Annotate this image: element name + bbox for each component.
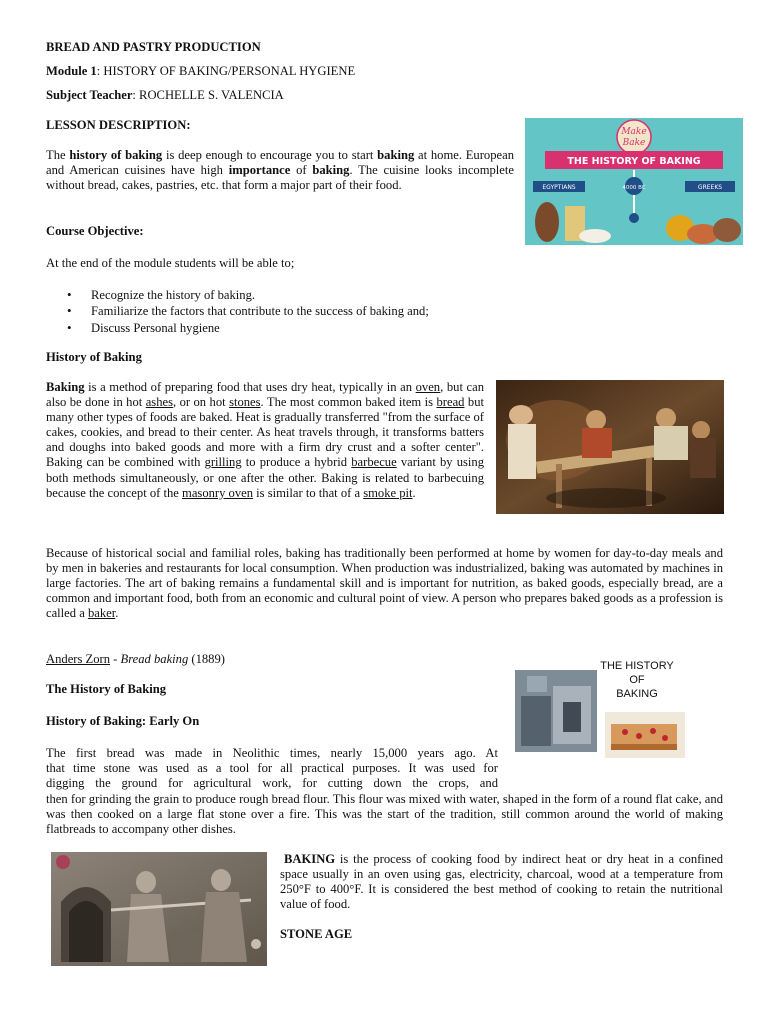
stones-link[interactable]: stones xyxy=(229,395,261,410)
ashes-link[interactable]: ashes xyxy=(145,395,173,410)
early-on-line: that time stone was used as a tool for all practical purposes. It was used for xyxy=(46,761,498,776)
bread-link[interactable]: bread xyxy=(436,395,465,410)
list-item: • Discuss Personal hygiene xyxy=(46,320,646,336)
early-on-line: digging the ground for agricultural work, for cutting down the crops, and xyxy=(46,776,498,791)
teacher-label: Subject Teacher xyxy=(46,88,133,102)
smoke-pit-link[interactable]: smoke pit xyxy=(363,485,413,500)
history-of-baking-graphic xyxy=(513,656,705,760)
history-text: Because of historical social and familial roles, baking has traditionally been performed at home by women for day-to-day meals and by men in bakeries and restaurants for local consumption. When production was industrialized, baking was automated by machines in large factories. The art of baking remains a fundamental skill and is important for nutrition, as baked goods, especially bread, are a common and important food, both from an economic and cultural point of view. A person who prepares baked goods as a profession is called a xyxy=(46,546,723,621)
teacher-line xyxy=(46,88,284,103)
list-item: • Familiarize the factors that contribute to the success of baking and; xyxy=(46,303,646,319)
lesson-heading: LESSON DESCRIPTION: xyxy=(46,118,191,132)
lesson-bold-history: history of baking xyxy=(69,148,163,162)
svg-text:EGYPTIANS: EGYPTIANS xyxy=(542,184,576,191)
baking-definition-term: BAKING xyxy=(284,852,336,866)
early-on-paragraph-top xyxy=(46,746,498,791)
history-paragraph-1 xyxy=(46,380,484,501)
lesson-bold-baking: baking xyxy=(377,148,415,162)
early-on-paragraph-rest: then for grinding the grain to produce rough bread flour. This flour was mixed with water, shaped in the form of a round flat cake, and was then cooked on a large flat stone over a fire. This was the start of the tradition, still common around the world of making flatbreads to accompany other dishes. xyxy=(46,792,723,837)
the-history-heading: The History of Baking xyxy=(46,682,167,696)
svg-text:THE HISTORY: THE HISTORY xyxy=(600,660,674,672)
history-text: , or on hot xyxy=(173,395,230,410)
history-text: . xyxy=(115,606,119,621)
history-paragraph-2 xyxy=(46,546,723,621)
svg-text:4000 BC: 4000 BC xyxy=(622,185,646,191)
objective-list xyxy=(46,287,646,336)
lesson-bold-importance: importance xyxy=(228,163,291,178)
history-text: to produce a hybrid xyxy=(241,455,352,470)
history-text: is a method of preparing food that uses dry heat, typically in an xyxy=(84,380,416,394)
caption-year: (1889) xyxy=(188,652,225,666)
history-text: . xyxy=(412,485,416,500)
lesson-text: . The cuisine looks incomplete without bread, cakes, pastries, etc. that form a major part of their food. xyxy=(46,163,514,193)
history-of-baking-infographic xyxy=(525,118,743,245)
grilling-link[interactable]: grilling xyxy=(204,455,242,470)
svg-text:Make: Make xyxy=(621,127,647,137)
anders-zorn-link[interactable]: Anders Zorn xyxy=(46,652,111,666)
svg-text:THE HISTORY OF BAKING: THE HISTORY OF BAKING xyxy=(567,156,701,167)
caption-separator: - xyxy=(110,652,121,666)
painting-caption xyxy=(46,652,225,667)
bakers-relief-image xyxy=(51,852,267,966)
course-title: BREAD AND PASTRY PRODUCTION xyxy=(46,40,261,54)
lesson-text: at home. European and American cuisines have high xyxy=(46,148,514,178)
objective-heading: Course Objective: xyxy=(46,224,144,238)
svg-text:OF: OF xyxy=(629,674,645,686)
early-on-line: The first bread was made in Neolithic times, nearly 15,000 years ago. At xyxy=(46,746,498,760)
baking-definition xyxy=(280,852,723,912)
baking-definition-text: is the process of cooking food by indirect heat or dry heat in a confined space usually in an oven using gas, electricity, charcoal, wood at a temperature from 250°F to 400°F. It is considered the best method of cooking to retain the nutritional value of food. xyxy=(280,852,723,912)
list-item: • Recognize the history of baking. xyxy=(46,287,646,303)
baker-link[interactable]: baker xyxy=(87,606,116,621)
early-on-heading: History of Baking: Early On xyxy=(46,714,200,728)
lesson-bold-baking: baking xyxy=(312,163,350,178)
lesson-text: of xyxy=(290,163,313,178)
lesson-text: The xyxy=(46,148,70,162)
lesson-text: is deep enough to encourage you to start xyxy=(162,148,378,162)
svg-text:BAKING: BAKING xyxy=(616,688,658,700)
masonry-oven-link[interactable]: masonry oven xyxy=(182,485,254,500)
bread-baking-painting xyxy=(496,380,724,514)
module-label: Module 1 xyxy=(46,64,97,78)
svg-text:GREEKS: GREEKS xyxy=(697,184,723,191)
history-text: . The most common baked item is xyxy=(260,395,437,410)
module-name: : HISTORY OF BAKING/PERSONAL HYGIENE xyxy=(96,64,356,78)
svg-text:Bake: Bake xyxy=(622,138,646,148)
module-line xyxy=(46,64,355,79)
barbecue-link[interactable]: barbecue xyxy=(351,455,397,470)
history-text: but many other types of foods are baked. Heat is gradually transferred "from the surface of cakes, cookies, and bread to their center. As heat travels through, it transforms batters and doughs into baked goods and more with a firm dry crust and a softer center". Baking can be combined with xyxy=(46,395,484,470)
oven-link[interactable]: oven xyxy=(415,380,441,394)
stone-age-heading: STONE AGE xyxy=(280,927,353,941)
lesson-paragraph xyxy=(46,148,514,193)
teacher-name: : ROCHELLE S. VALENCIA xyxy=(132,88,284,102)
baking-term: Baking xyxy=(46,380,85,394)
history-heading: History of Baking xyxy=(46,350,142,364)
history-text: is similar to that of a xyxy=(253,485,364,500)
objective-intro: At the end of the module students will be able to; xyxy=(46,256,295,270)
history-text: , but can also be done in hot xyxy=(46,380,485,410)
history-text: variant by using both methods simultaneously, or one after the other. Baking is related to barbecuing because the concept of the xyxy=(46,455,485,500)
caption-title: Bread baking xyxy=(120,652,189,666)
